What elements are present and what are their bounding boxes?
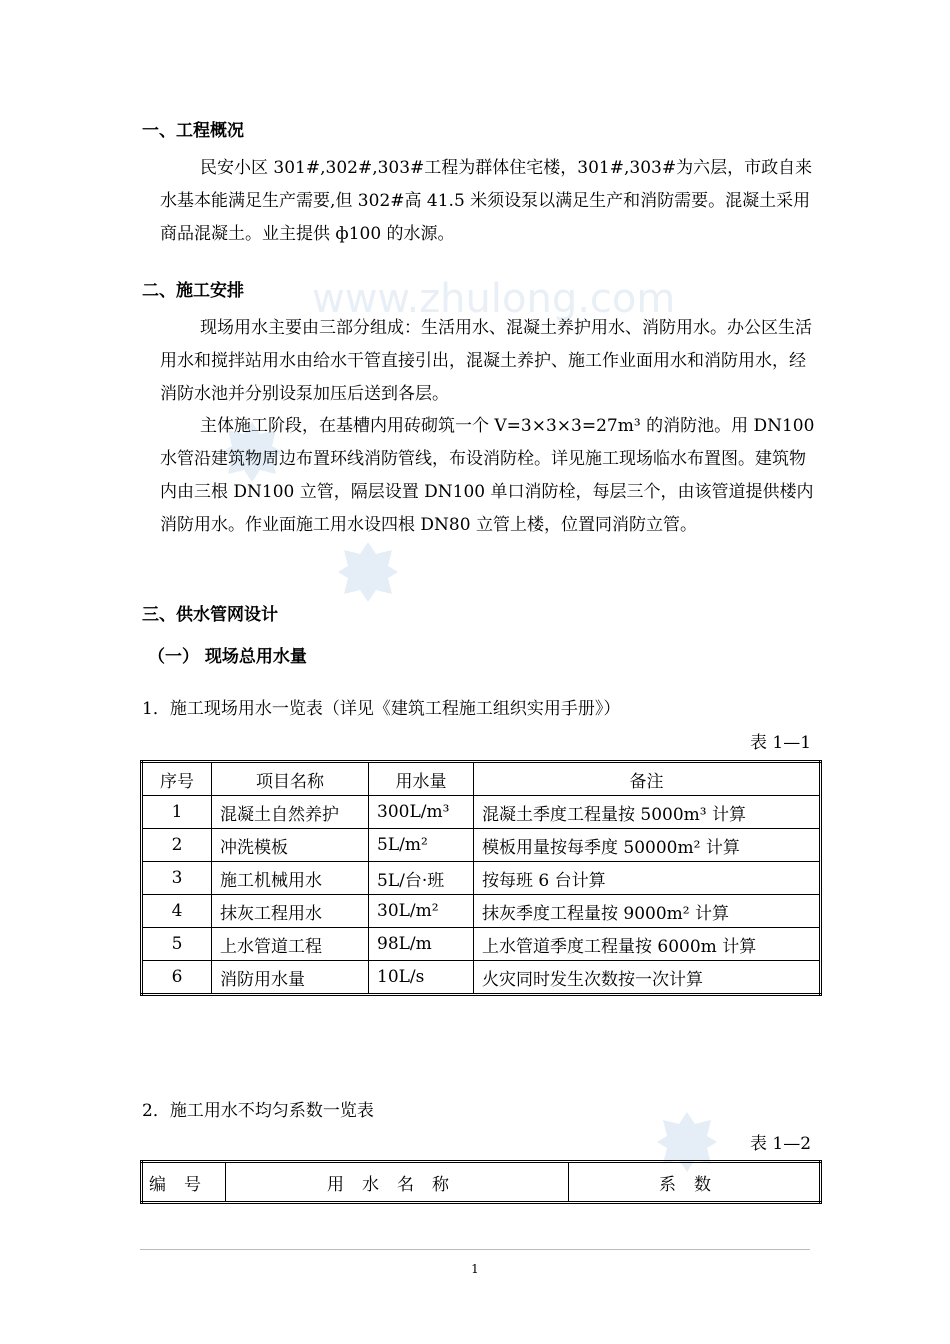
header-cell: 编号 xyxy=(142,1162,226,1203)
header-cell: 用水量 xyxy=(369,762,474,796)
table-row xyxy=(142,928,821,961)
section1-paragraph: 民安小区 301#,302#,303#工程为群体住宅楼，301#,303#为六层，市政自来水基本能满足生产需要,但 302#高 41.5 米须设泵以满足生产和消防需要。混凝土采用商品混凝土。业主提供 ф100 的水源。 xyxy=(160,158,813,244)
table-cell: 1 xyxy=(142,796,212,829)
table1-caption: 1．施工现场用水一览表（详见《建筑工程施工组织实用手册》） xyxy=(142,699,621,719)
table-cell: 3 xyxy=(142,862,212,895)
table-cell: 上水管道季度工程量按 6000m 计算 xyxy=(474,928,821,961)
table-cell: 按每班 6 台计算 xyxy=(474,862,821,895)
table-cell: 冲洗模板 xyxy=(212,829,369,862)
table-cell: 2 xyxy=(142,829,212,862)
table-cell: 火灾同时发生次数按一次计算 xyxy=(474,961,821,995)
section3-subheading: （一） 现场总用水量 xyxy=(148,647,307,667)
header-cell: 项目名称 xyxy=(212,762,369,796)
table-cell: 混凝土季度工程量按 5000m³ 计算 xyxy=(474,796,821,829)
table-cell: 30L/m² xyxy=(369,895,474,928)
table-cell: 抹灰工程用水 xyxy=(212,895,369,928)
table-header-row xyxy=(142,762,821,796)
table-row xyxy=(142,796,821,829)
table-cell: 300L/m³ xyxy=(369,796,474,829)
table2-number: 表 1—2 xyxy=(750,1134,812,1154)
table1-number: 表 1—1 xyxy=(750,733,812,753)
table-row xyxy=(142,961,821,995)
table-cell: 4 xyxy=(142,895,212,928)
page-number: 1 xyxy=(471,1262,479,1276)
header-cell: 备注 xyxy=(474,762,821,796)
table-cell: 抹灰季度工程量按 9000m² 计算 xyxy=(474,895,821,928)
table-cell: 模板用量按每季度 50000m² 计算 xyxy=(474,829,821,862)
table-cell: 5L/m² xyxy=(369,829,474,862)
table-cell: 5L/台·班 xyxy=(369,862,474,895)
footer-divider xyxy=(140,1249,810,1250)
table-cell: 6 xyxy=(142,961,212,995)
table-cell: 5 xyxy=(142,928,212,961)
section2-heading: 二、施工安排 xyxy=(142,281,244,301)
section2-paragraph1: 现场用水主要由三部分组成：生活用水、混凝土养护用水、消防用水。办公区生活用水和搅拌站用水由给水干管直接引出，混凝土养护、施工作业面用水和消防用水，经消防水池并分别设泵加压后送到各层。 xyxy=(160,318,812,404)
table-row xyxy=(142,862,821,895)
water-usage-table xyxy=(140,760,822,996)
table-cell: 98L/m xyxy=(369,928,474,961)
table-header-row xyxy=(142,1162,821,1203)
table2-caption: 2．施工用水不均匀系数一览表 xyxy=(142,1101,374,1121)
nonuniform-coefficient-table xyxy=(140,1160,822,1204)
table-cell: 上水管道工程 xyxy=(212,928,369,961)
header-cell: 用水名称 xyxy=(226,1162,569,1203)
header-cell: 系数 xyxy=(569,1162,821,1203)
table-row xyxy=(142,829,821,862)
section2-paragraph2: 主体施工阶段，在基槽内用砖砌筑一个 V=3×3×3=27m³ 的消防池。用 DN100 水管沿建筑物周边布置环线消防管线，布设消防栓。详见施工现场临水布置图。建筑物内由三根 DN100 立管，隔层设置 DN100 单口消防栓，每层三个，由该管道提供楼内消防用水。作业面施工用水设四根 DN80 立管上楼，位置同消防立管。 xyxy=(160,416,815,535)
table-cell: 消防用水量 xyxy=(212,961,369,995)
section3-heading: 三、供水管网设计 xyxy=(142,605,278,625)
table-row xyxy=(142,895,821,928)
table-cell: 混凝土自然养护 xyxy=(212,796,369,829)
watermark-snowflake-icon xyxy=(336,540,400,604)
table-cell: 10L/s xyxy=(369,961,474,995)
header-cell: 序号 xyxy=(142,762,212,796)
section1-heading: 一、工程概况 xyxy=(142,121,244,141)
watermark-text: www.zhulong.com xyxy=(312,276,676,322)
table-cell: 施工机械用水 xyxy=(212,862,369,895)
